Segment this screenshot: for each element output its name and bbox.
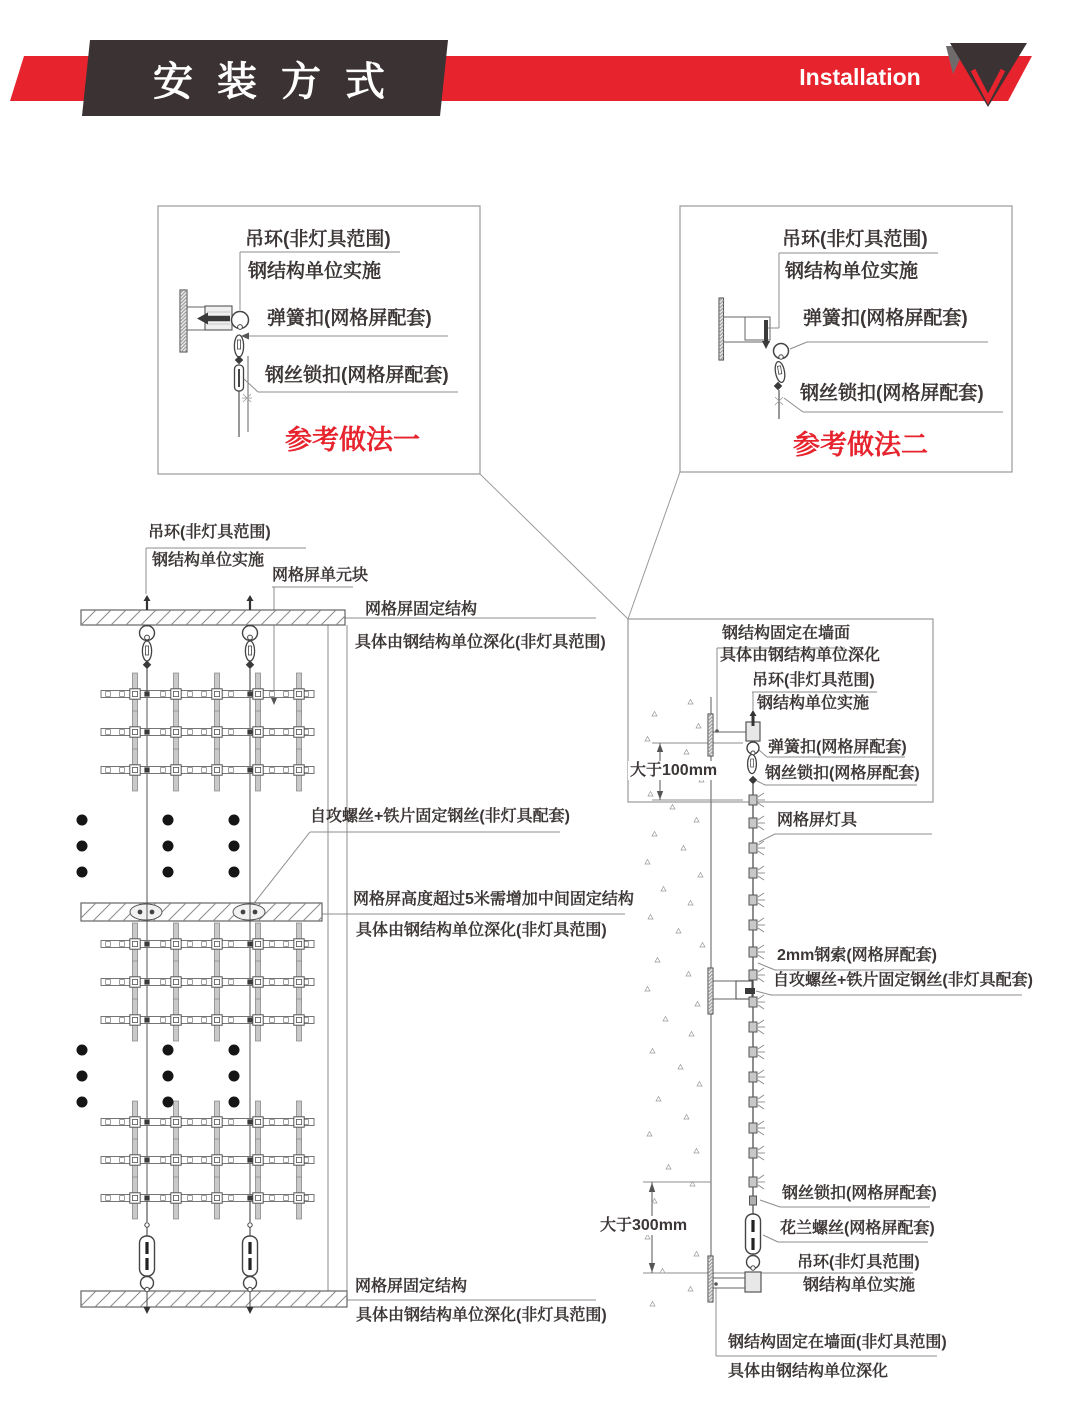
right-builtby2-label: 钢结构单位实施 <box>803 1277 916 1294</box>
right-hoop2-label: 吊环(非灯具范围) <box>797 1254 920 1271</box>
right-dim-bottom-label: 大于300mm <box>600 1217 688 1234</box>
right-wallfix-label: 钢结构固定在墙面 <box>722 625 851 642</box>
right-lamp-label: 网格屏灯具 <box>777 812 858 829</box>
ref1-spring-label: 弹簧扣(网格屏配套) <box>267 308 432 329</box>
ref2-hoop-label: 吊环(非灯具范围) <box>782 229 928 250</box>
right-wallfix-note-label: 具体由钢结构单位深化 <box>720 647 881 664</box>
right-cable-label: 2mm钢索(网格屏配套) <box>777 947 938 964</box>
ref1-caption: 参考做法一 <box>285 425 420 455</box>
left-bottomfix-label: 网格屏固定结构 <box>355 1278 468 1295</box>
right-wirelock-label: 钢丝锁扣(网格屏配套) <box>765 765 920 782</box>
left-midfix-note-label: 具体由钢结构单位深化(非灯具范围) <box>356 922 607 939</box>
ref1-builtby-label: 钢结构单位实施 <box>248 261 382 282</box>
left-bottomfix-note-label: 具体由钢结构单位深化(非灯具范围) <box>356 1307 607 1324</box>
left-topfix-label: 网格屏固定结构 <box>365 601 478 618</box>
left-screwfix-label: 自攻螺丝+铁片固定钢丝(非灯具配套) <box>310 808 571 825</box>
page-subtitle: Installation <box>799 64 921 90</box>
wall-mid-bracket <box>713 981 755 999</box>
left-midfix-label: 网格屏高度超过5米需增加中间固定结构 <box>353 891 634 908</box>
ref1-hoop-label: 吊环(非灯具范围) <box>245 229 391 250</box>
right-turnbuckle-label: 花兰螺丝(网格屏配套) <box>780 1220 935 1237</box>
ref2-builtby-label: 钢结构单位实施 <box>785 261 919 282</box>
right-wallfix2-note-label: 具体由钢结构单位深化 <box>728 1363 889 1380</box>
left-topfix-note-label: 具体由钢结构单位深化(非灯具范围) <box>355 634 606 651</box>
left-hoop-label: 吊环(非灯具范围) <box>148 524 271 541</box>
ref1-wirelock-label: 钢丝锁扣(网格屏配套) <box>265 365 449 386</box>
left-builtby-label: 钢结构单位实施 <box>152 552 265 569</box>
right-wallfix2-label: 钢结构固定在墙面(非灯具范围) <box>728 1334 947 1351</box>
right-screwfix-label: 自攻螺丝+铁片固定钢丝(非灯具配套) <box>773 972 1034 989</box>
ref2-caption: 参考做法二 <box>793 430 928 460</box>
right-wirelock2-label: 钢丝锁扣(网格屏配套) <box>782 1185 937 1202</box>
page-title: 安装方式 <box>153 59 409 104</box>
wall-top-mount <box>713 710 760 1214</box>
wall-bottom-mount <box>713 1196 761 1292</box>
ref2-spring-label: 弹簧扣(网格屏配套) <box>803 308 968 329</box>
left-unitblock-label: 网格屏单元块 <box>272 567 369 584</box>
right-spring-label: 弹簧扣(网格屏配套) <box>768 739 907 756</box>
right-dim-top-label: 大于100mm <box>630 762 718 779</box>
ref2-wirelock-label: 钢丝锁扣(网格屏配套) <box>800 383 984 404</box>
right-hoop-label: 吊环(非灯具范围) <box>752 672 875 689</box>
right-builtby-label: 钢结构单位实施 <box>757 695 870 712</box>
